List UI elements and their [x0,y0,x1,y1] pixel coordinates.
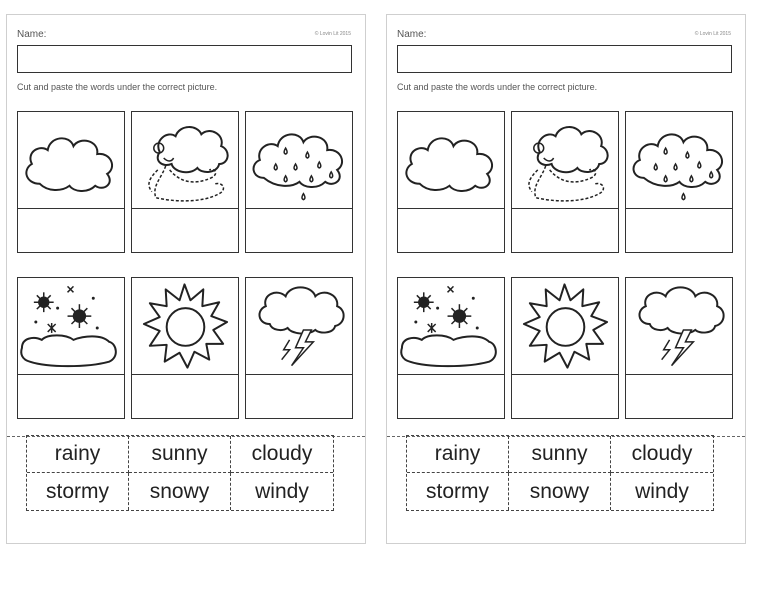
answer-box[interactable] [132,374,238,418]
snow-icon [398,278,503,374]
storm-icon [246,278,351,374]
rain-icon [246,112,351,208]
word-card[interactable]: stormy [407,473,509,510]
instructions: Cut and paste the words under the correct picture. [397,82,598,92]
worksheet-left [6,14,366,544]
worksheet-right [386,14,746,544]
word-bank [26,435,334,511]
name-field[interactable] [17,45,352,73]
wind-icon [132,112,237,208]
answer-box[interactable] [246,208,352,252]
word-card[interactable]: windy [635,479,689,503]
sun-icon [132,278,237,374]
name-field[interactable] [397,45,732,73]
answer-box[interactable] [132,208,238,252]
word-card[interactable]: windy [255,479,309,503]
word-card[interactable]: cloudy [231,436,333,473]
picture-cell-5 [511,277,619,419]
answer-box[interactable] [626,208,732,252]
word-card[interactable]: rainy [27,436,129,473]
word-bank [406,435,714,511]
word-card[interactable]: snowy [129,473,231,510]
word-card[interactable]: rainy [407,436,509,473]
picture-cell-1 [17,111,125,253]
word-card[interactable]: snowy [509,473,611,510]
word-card[interactable]: sunny [509,436,611,473]
picture-cell-6 [245,277,353,419]
rain-icon [626,112,731,208]
answer-box[interactable] [626,374,732,418]
picture-cell-1 [397,111,505,253]
answer-box[interactable] [246,374,352,418]
wind-icon [512,112,617,208]
answer-box[interactable] [398,374,504,418]
picture-cell-6 [625,277,733,419]
name-label: Name: [397,29,427,40]
word-card[interactable]: sunny [129,436,231,473]
instructions: Cut and paste the words under the correct picture. [17,82,218,92]
cloud-icon [398,112,503,208]
picture-cell-4 [17,277,125,419]
word-card[interactable]: cloudy [611,436,713,473]
picture-cell-4 [397,277,505,419]
word-card[interactable]: stormy [27,473,129,510]
picture-cell-3 [245,111,353,253]
picture-cell-2 [131,111,239,253]
credit-text: © Lovin Lit 2015 [314,31,351,37]
snow-icon [18,278,123,374]
answer-box[interactable] [512,374,618,418]
credit-text: © Lovin Lit 2015 [694,31,731,37]
answer-box[interactable] [18,374,124,418]
picture-cell-5 [131,277,239,419]
picture-cell-2 [511,111,619,253]
answer-box[interactable] [398,208,504,252]
name-label: Name: [17,29,47,40]
storm-icon [626,278,731,374]
picture-cell-3 [625,111,733,253]
sun-icon [512,278,617,374]
cloud-icon [18,112,123,208]
answer-box[interactable] [512,208,618,252]
answer-box[interactable] [18,208,124,252]
